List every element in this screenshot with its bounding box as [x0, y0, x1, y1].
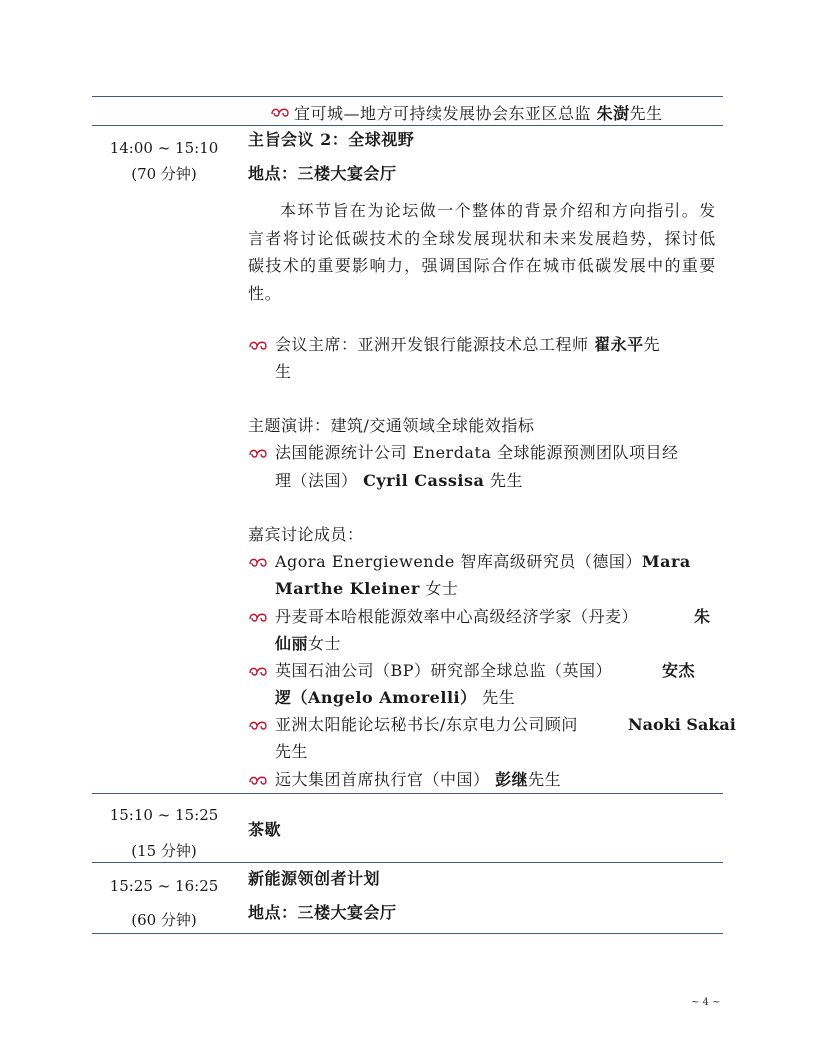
- panelist-line-2: 仙丽女士: [275, 634, 342, 653]
- table-rule-top: [92, 96, 723, 97]
- top-org-line: 宜可城—地方可持续发展协会东亚区总监 朱澍先生: [294, 104, 663, 123]
- session-time: 15:25 ~ 16:25: [109, 877, 219, 895]
- panelist-name: Mara: [641, 552, 691, 571]
- panelist-line: 亚洲太阳能论坛秘书长/东京电力公司顾问: [275, 715, 578, 734]
- session-duration: (60 分钟): [131, 911, 197, 929]
- speaker-name: 朱澍: [596, 104, 630, 123]
- panelist-name: 朱: [694, 607, 711, 626]
- session-title: 主旨会议 2：全球视野: [248, 130, 415, 149]
- session-venue: 地点：三楼大宴会厅: [248, 164, 397, 183]
- panelist-line: 远大集团首席执行官（中国） 彭继先生: [275, 770, 562, 789]
- chair-name: 翟永平: [594, 335, 644, 354]
- session-description: 本环节旨在为论坛做一个整体的背景介绍和方向指引。发言者将讨论低碳技术的全球发展现状和未来发展趋势，探讨低碳技术的重要影响力，强调国际合作在城市低碳发展中的重要性。: [248, 201, 716, 303]
- panelist-name: Marthe Kleiner: [275, 579, 420, 598]
- keynote-line: 法国能源统计公司 Enerdata 全球能源预测团队项目经: [275, 443, 679, 462]
- swirl-bullet-icon: [248, 446, 268, 460]
- keynote-speaker-name: Cyril Cassisa: [363, 471, 485, 490]
- swirl-bullet-icon: [248, 664, 268, 678]
- panelist-name: Naoki Sakai: [628, 715, 736, 734]
- swirl-bullet-icon: [248, 610, 268, 624]
- table-rule-3: [92, 862, 723, 863]
- session-duration: (15 分钟): [131, 842, 197, 860]
- page-number: ~ 4 ~: [691, 997, 721, 1008]
- keynote-line-2: 理（法国） Cyril Cassisa 先生: [275, 471, 523, 490]
- session-time: 14:00 ~ 15:10: [109, 139, 219, 157]
- panelist-name: 仙丽: [275, 634, 309, 653]
- panel-heading: 嘉宾讨论成员：: [248, 525, 364, 544]
- panelist-name: 逻（Angelo Amorelli）: [275, 688, 477, 707]
- keynote-heading: 主题演讲：建筑/交通领域全球能效指标: [248, 416, 535, 435]
- panelist-line-2: 逻（Angelo Amorelli） 先生: [275, 688, 516, 707]
- session-title: 新能源领创者计划: [248, 869, 381, 888]
- panelist-line-2: Marthe Kleiner 女士: [275, 579, 459, 598]
- swirl-bullet-icon: [248, 718, 268, 732]
- panelist-name: 安杰: [662, 661, 696, 680]
- panelist-line-2: 先生: [275, 742, 309, 761]
- table-rule-1: [92, 125, 723, 126]
- chair-line: 会议主席：亚洲开发银行能源技术总工程师 翟永平先: [275, 335, 661, 354]
- swirl-bullet-icon: [270, 105, 290, 119]
- session-duration: (70 分钟): [131, 165, 197, 183]
- session-time: 15:10 ~ 15:25: [109, 806, 219, 824]
- session-venue: 地点：三楼大宴会厅: [248, 903, 397, 922]
- swirl-bullet-icon: [248, 555, 268, 569]
- panelist-line: 英国石油公司（BP）研究部全球总监（英国）: [275, 661, 613, 680]
- panelist-line: Agora Energiewende 智库高级研究员（德国）Mara: [275, 552, 691, 571]
- swirl-bullet-icon: [248, 338, 268, 352]
- table-rule-bottom: [92, 933, 723, 934]
- panelist-name: 彭继: [495, 770, 529, 789]
- panelist-line: 丹麦哥本哈根能源效率中心高级经济学家（丹麦）: [275, 607, 639, 626]
- chair-line-2: 生: [275, 362, 292, 381]
- table-rule-2: [92, 793, 723, 794]
- swirl-bullet-icon: [248, 773, 268, 787]
- session-title: 茶歇: [248, 820, 282, 839]
